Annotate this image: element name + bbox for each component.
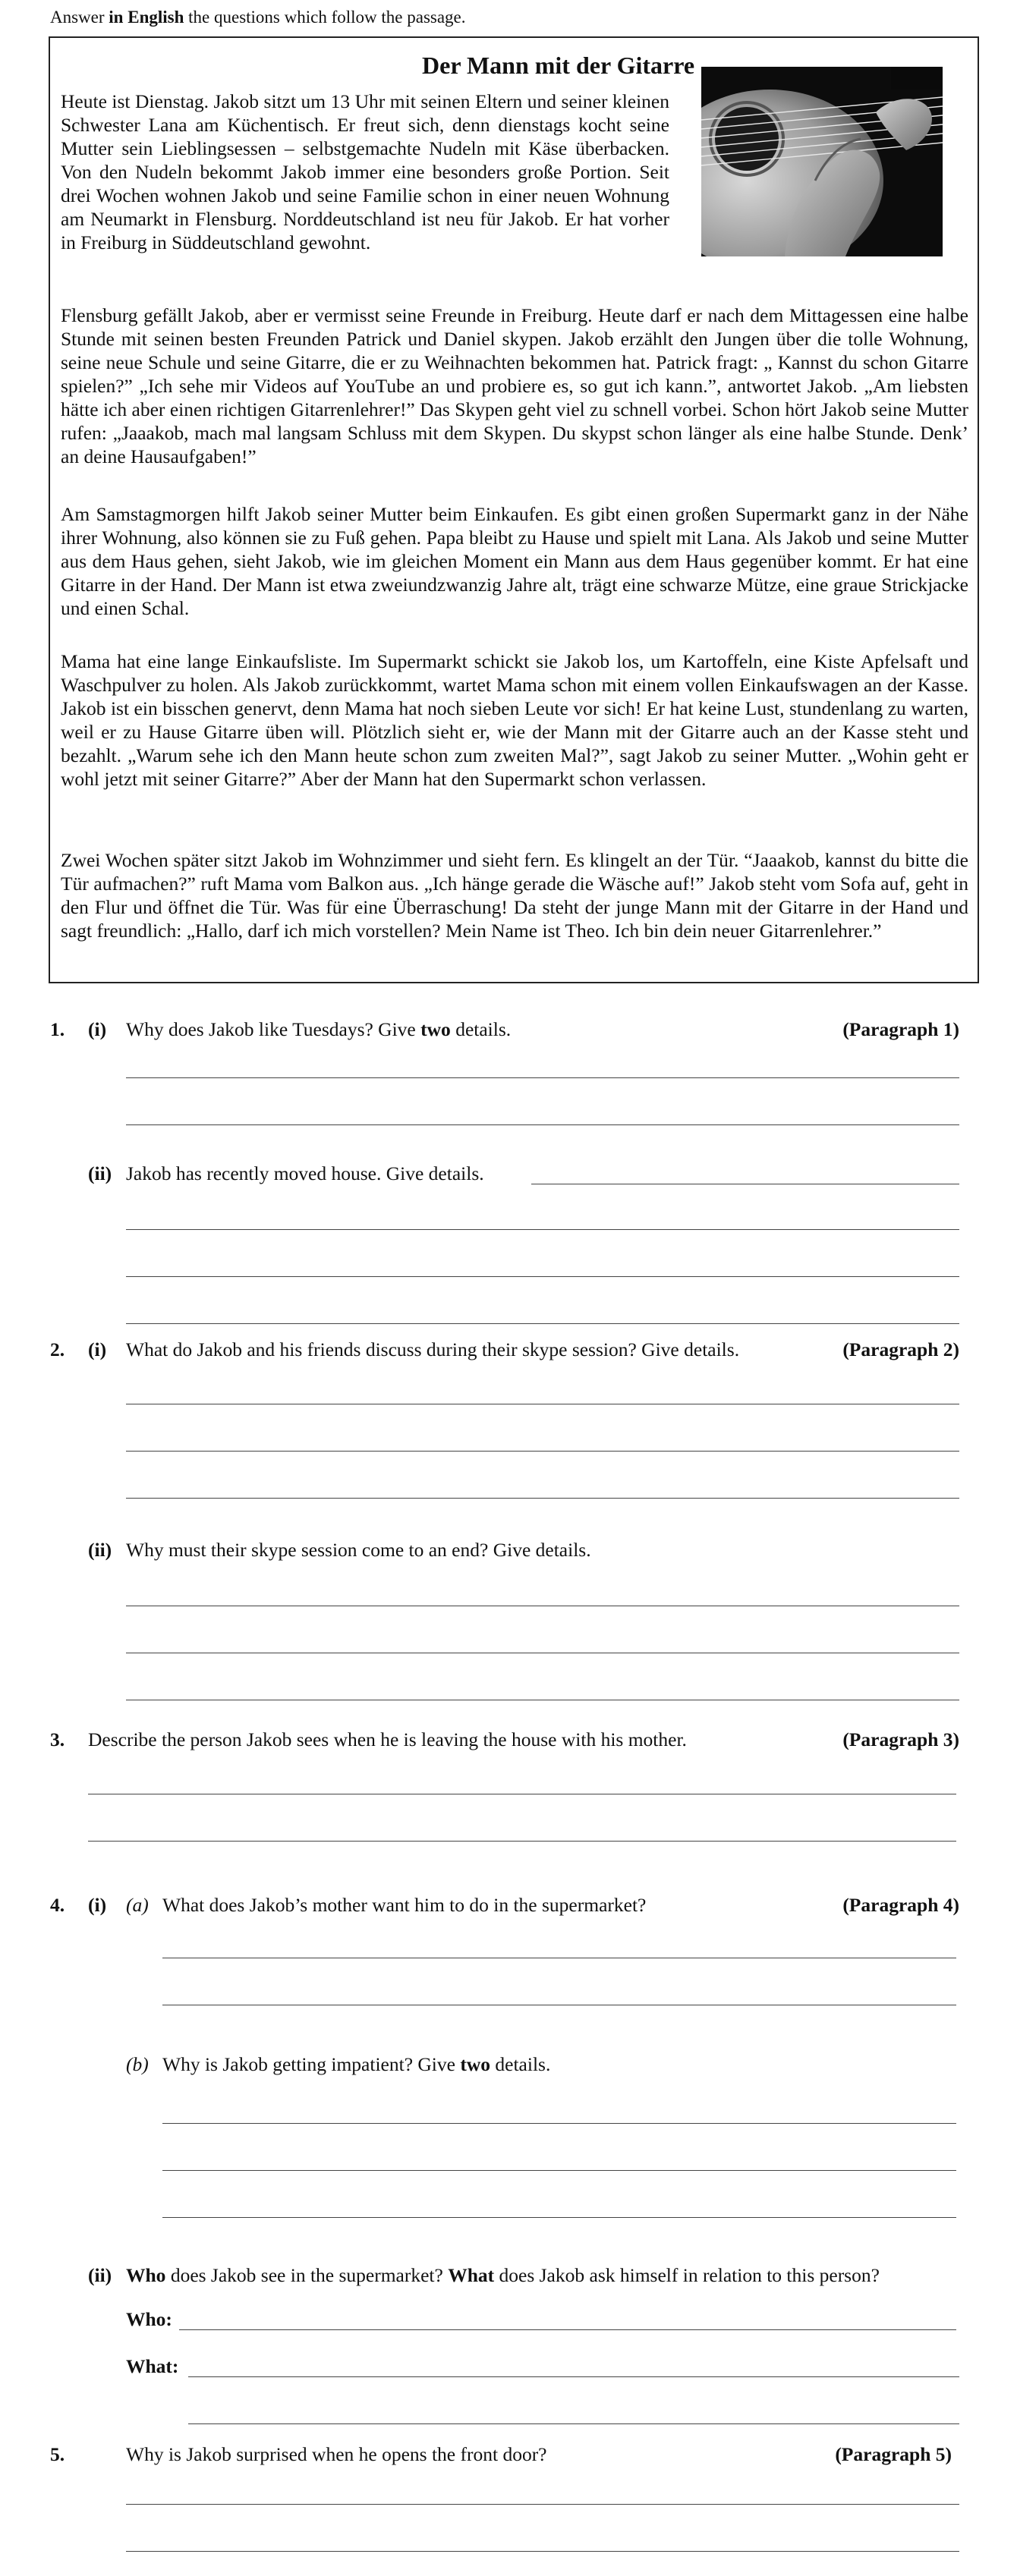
q1-paragraph-ref: (Paragraph 1)	[842, 1018, 959, 1040]
q2i-label: (i)	[88, 1338, 107, 1360]
answer-line[interactable]	[126, 2504, 959, 2505]
passage-box	[49, 36, 979, 983]
guitar-photo	[701, 67, 943, 256]
q1-number: 1.	[50, 1018, 65, 1040]
answer-line[interactable]	[126, 1323, 959, 1324]
q4i-label: (i)	[88, 1894, 107, 1916]
answer-line[interactable]	[126, 2551, 959, 2552]
answer-line[interactable]	[88, 1841, 956, 1842]
passage-paragraph-4: Mama hat eine lange Einkaufsliste. Im Supermarkt schickt sie Jakob los, um Kartoffeln, eine Kiste Apfelsaft und Waschpulver zu holen. Als Jakob zurückkommt, wartet Mama schon mit einem vollen Einkaufswagen an der Kasse. Jakob ist ein bisschen genervt, denn Mama hat noch sieben Leute vor sich! Er hat keine Lust, stundenlang zu warten, weil er zu Hause Gitarre üben will. Plötzlich sieht er, wie der Mann mit der Gitarre auch an der Kasse steht und bezahlt. „Warum sehe ich den Mann heute schon zum zweiten Mal?”, sagt Jakob zu seiner Mutter. „Wohin geht er wohl jetzt mit seiner Gitarre?” Aber der Mann hat den Supermarkt schon verlassen.	[61, 650, 968, 790]
answer-line[interactable]	[126, 1451, 959, 1452]
q1i-label: (i)	[88, 1018, 107, 1040]
q2ii-text: Why must their skype session come to an end? Give details.	[126, 1539, 591, 1561]
q4ii-label: (ii)	[88, 2264, 112, 2286]
q3-paragraph-ref: (Paragraph 3)	[842, 1728, 959, 1750]
answer-line[interactable]	[126, 1498, 959, 1499]
passage-paragraph-2: Flensburg gefällt Jakob, aber er vermisst seine Freunde in Freiburg. Heute darf er nach dem Mittagessen eine halbe Stunde mit seinen besten Freunden Patrick und Daniel skypen. Jakob erzählt den Jungen über die tolle Wohnung, seine neue Schule und seine Gitarre, die er zu Weihnachten bekommen hat. Patrick fragt: „ Kannst du schon Gitarre spielen?” „Ich sehe mir Videos auf YouTube an und probiere es, so gut ich kann.”, antwortet Jakob. „Am liebsten hätte ich aber einen richtigen Gitarrenlehrer!” Das Skypen geht viel zu schnell vorbei. Schon hört Jakob seine Mutter rufen: „Jaaakob, mach mal langsam Schluss mit dem Skypen. Du skypst schon länger als eine halbe Stunde. Denk’ an deine Hausaufgaben!”	[61, 304, 968, 467]
q5-number: 5.	[50, 2443, 65, 2465]
answer-line[interactable]	[188, 2423, 959, 2424]
q4ib-label: (b)	[126, 2053, 149, 2075]
q2i-text: What do Jakob and his friends discuss during their skype session? Give details.	[126, 1338, 740, 1360]
answer-line[interactable]	[126, 1229, 959, 1230]
answer-line[interactable]	[162, 2123, 956, 2124]
what-answer-line[interactable]	[188, 2376, 959, 2377]
passage-paragraph-5: Zwei Wochen später sitzt Jakob im Wohnzimmer und sieht fern. Es klingelt an der Tür. “Jaaakob, kannst du bitte die Tür aufmachen?” ruft Mama vom Balkon aus. „Ich hänge gerade die Wäsche auf!” Jakob steht vom Sofa auf, geht in den Flur und öffnet die Tür. Was für eine Überraschung! Da steht der junge Mann mit der Gitarre in der Hand und sagt freundlich: „Hallo, darf ich mich vorstellen? Mein Name ist Theo. Ich bin dein neuer Gitarrenlehrer.”	[61, 849, 968, 942]
q4ii-text: Who does Jakob see in the supermarket? What does Jakob ask himself in relation to this person?	[126, 2264, 880, 2286]
q4-number: 4.	[50, 1894, 65, 1916]
answer-line[interactable]	[126, 1276, 959, 1277]
q4ia-label: (a)	[126, 1894, 149, 1916]
passage-paragraph-3: Am Samstagmorgen hilft Jakob seiner Mutter beim Einkaufen. Es gibt einen großen Supermarkt ganz in der Nähe ihrer Wohnung, also können sie zu Fuß gehen. Papa bleibt zu Hause und spielt mit Lana. Als Jakob und seine Mutter aus dem Haus gehen, sieht Jakob, wie im gleichen Moment ein Mann aus dem Haus gegenüber kommt. Er hat eine Gitarre in der Hand. Der Mann ist etwa zweiundzwanzig Jahre alt, trägt eine schwarze Mütze, eine graue Strickjacke und einen Schal.	[61, 503, 968, 619]
q2-paragraph-ref: (Paragraph 2)	[842, 1338, 959, 1360]
instruction: Answer in English the questions which follow the passage.	[50, 8, 466, 27]
answer-line[interactable]	[126, 1077, 959, 1078]
answer-line[interactable]	[162, 2170, 956, 2171]
q3-text: Describe the person Jakob sees when he is leaving the house with his mother.	[88, 1728, 687, 1750]
passage-title: Der Mann mit der Gitarre	[422, 52, 695, 79]
q5-text: Why is Jakob surprised when he opens the front door?	[126, 2443, 547, 2465]
q4-paragraph-ref: (Paragraph 4)	[842, 1894, 959, 1916]
q2-number: 2.	[50, 1338, 65, 1360]
answer-line[interactable]	[162, 2217, 956, 2218]
q1ii-text: Jakob has recently moved house. Give details.	[126, 1162, 484, 1184]
q2ii-label: (ii)	[88, 1539, 112, 1561]
answer-line[interactable]	[126, 1124, 959, 1125]
who-label: Who:	[126, 2308, 172, 2330]
q1i-text: Why does Jakob like Tuesdays? Give two details.	[126, 1018, 512, 1040]
passage-paragraph-1: Heute ist Dienstag. Jakob sitzt um 13 Uhr mit seinen Eltern und seiner kleinen Schwester Lana am Küchentisch. Er freut sich, denn dienstags kocht seine Mutter sein Lieblingsessen – selbstgemachte Nudeln mit Käse überbacken. Von den Nudeln bekommt Jakob immer eine besonders große Portion. Seit drei Wochen wohnen Jakob und seine Familie schon in einer neuen Wohnung am Neumarkt in Flensburg. Norddeutschland ist neu für Jakob. Er hat vorher in Freiburg in Süddeutschland gewohnt.	[61, 90, 669, 253]
q4ib-text: Why is Jakob getting impatient? Give two details.	[162, 2053, 551, 2075]
q5-paragraph-ref: (Paragraph 5)	[835, 2443, 952, 2465]
what-label: What:	[126, 2355, 179, 2377]
q3-number: 3.	[50, 1728, 65, 1750]
q1ii-label: (ii)	[88, 1162, 112, 1184]
who-answer-line[interactable]	[179, 2329, 956, 2330]
q4ia-text: What does Jakob’s mother want him to do in the supermarket?	[162, 1894, 647, 1916]
